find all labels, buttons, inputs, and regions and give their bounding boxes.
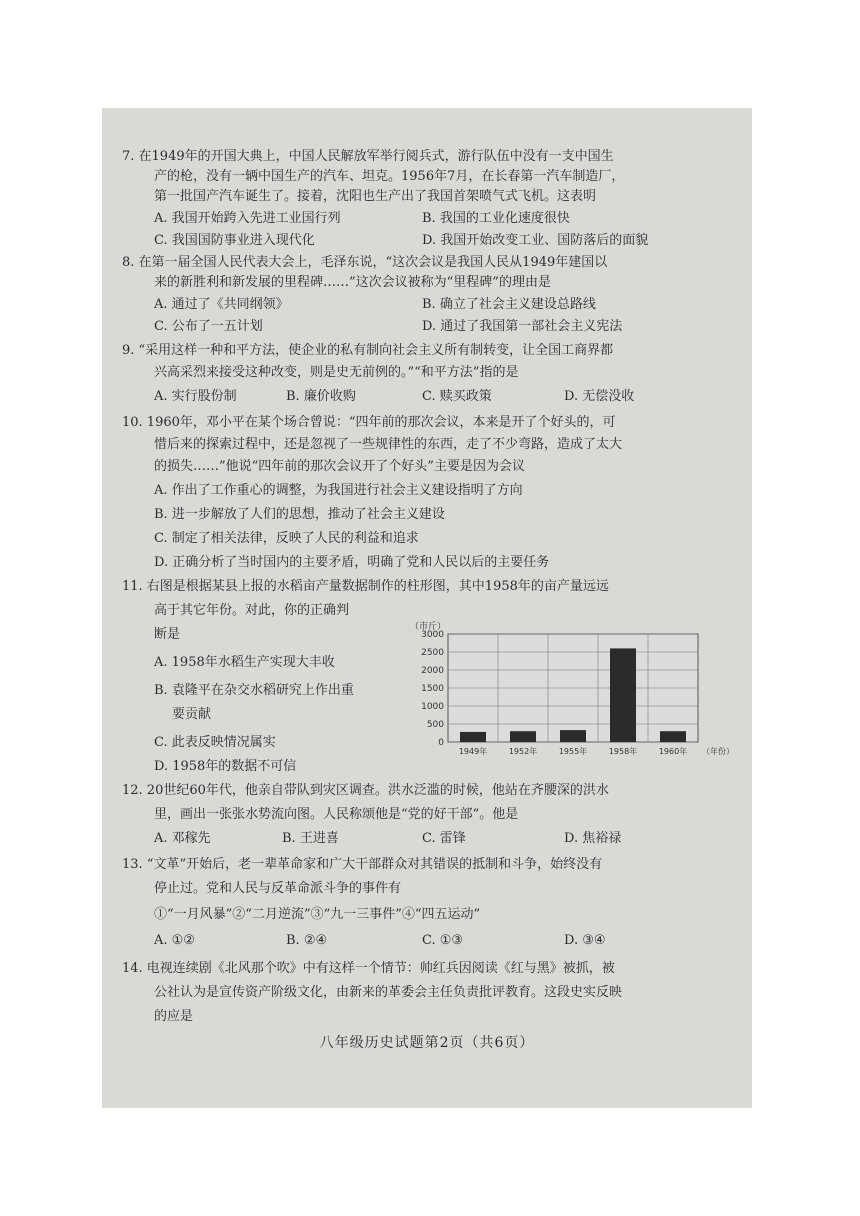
q8-stem-line-2: 来的新胜利和新发展的里程碑……”这次会议被称为“里程碑”的理由是: [154, 275, 551, 290]
q14-stem-line-3: 的应是: [154, 1009, 194, 1024]
q10-stem-line-3: 的损失……”他说“四年前的那次会议开了个好头”主要是因为会议: [154, 459, 525, 474]
q11-option-d: D. 1958年的数据不可信: [154, 759, 297, 774]
q11-stem-line-3: 断是: [154, 627, 181, 642]
q13-option-d: D. ③④: [564, 933, 606, 948]
page-footer: 八年级历史试题第2页（共6页）: [319, 1035, 535, 1051]
y-tick-label-1500: 1500: [421, 684, 444, 694]
y-tick-label-2500: 2500: [421, 648, 444, 658]
q8-option-d: D. 通过了我国第一部社会主义宪法: [422, 319, 623, 334]
q8-option-c: C. 公布了一五计划: [154, 319, 263, 334]
q13-stem-line-2: 停止过。党和人民与反革命派斗争的事件有: [154, 881, 402, 896]
x-tick-label-1955年: 1955年: [558, 747, 588, 756]
x-tick-label-1960年: 1960年: [658, 747, 688, 756]
y-tick-label-1000: 1000: [421, 702, 444, 712]
q7-option-c: C. 我国国防事业进入现代化: [154, 233, 315, 248]
q13-option-a: A. ①②: [154, 933, 195, 948]
bar-1958年: [610, 648, 636, 742]
q13-option-b: B. ②④: [286, 933, 328, 948]
q8-option-b: B. 确立了社会主义建设总路线: [422, 297, 596, 312]
q13-stem-line-3: ①“一月风暴”②“二月逆流”③“九一三事件”④“四五运动”: [154, 907, 481, 922]
q12-option-a: A. 邓稼先: [154, 831, 211, 846]
q7-stem-line-2: 产的枪，没有一辆中国生产的汽车、坦克。1956年7月，在长春第一汽车制造厂，: [154, 169, 625, 184]
q13-stem-line-1: 13. “文革”开始后，老一辈革命家和广大干部群众对其错误的抵制和斗争，始终没有: [122, 857, 603, 872]
y-tick-label-0: 0: [438, 738, 444, 748]
q13-option-c: C. ①③: [422, 933, 464, 948]
q12-option-b: B. 王进喜: [282, 831, 339, 846]
q9-option-a: A. 实行股份制: [154, 389, 237, 404]
y-axis-label: （市斤）: [410, 622, 447, 632]
y-tick-label-3000: 3000: [421, 630, 444, 640]
bar-1960年: [660, 731, 686, 742]
y-tick-label-500: 500: [426, 720, 444, 730]
q11-option-a: A. 1958年水稻生产实现大丰收: [154, 655, 335, 670]
q11-option-c: C. 此表反映情况属实: [154, 735, 276, 750]
q14-stem-line-1: 14. 电视连续剧《北风那个吹》中有这样一个情节：帅红兵因阅读《红与黑》被抓，被: [122, 961, 615, 976]
exam-page: [102, 108, 752, 1108]
q7-option-a: A. 我国开始跨入先进工业国行列: [154, 211, 341, 226]
x-tick-label-1958年: 1958年: [608, 747, 638, 756]
q12-stem-line-1: 12. 20世纪60年代，他亲自带队到灾区调查。洪水泛滥的时候，他站在齐腰深的洪水: [122, 783, 609, 798]
q7-option-d: D. 我国开始改变工业、国防落后的面貌: [422, 233, 649, 248]
q9-stem-line-2: 兴高采烈来接受这种改变，则是史无前例的。”“和平方法”指的是: [154, 365, 519, 380]
x-tick-label-1949年: 1949年: [458, 747, 488, 756]
q7-option-b: B. 我国的工业化速度很快: [422, 211, 570, 226]
q12-stem-line-2: 里，画出一张张水势流向图。人民称颂他是“党的好干部”。他是: [154, 807, 519, 822]
chart-svg: [408, 620, 748, 770]
q9-stem-line-1: 9. “采用这样一种和平方法，使企业的私有制向社会主义所有制转变，让全国工商界都: [122, 343, 614, 358]
q8-stem-line-1: 8. 在第一届全国人民代表大会上，毛泽东说，“这次会议是我国人民从1949年建国以: [122, 255, 608, 270]
x-tick-label-1952年: 1952年: [508, 747, 538, 756]
q8-option-a: A. 通过了《共同纲领》: [154, 297, 289, 312]
x-axis-label: （年份）: [702, 747, 734, 756]
q11-option-b-cont: 要贡献: [172, 707, 212, 722]
q10-option-a: A. 作出了工作重心的调整，为我国进行社会主义建设指明了方向: [154, 483, 523, 498]
q12-option-c: C. 雷锋: [422, 831, 466, 846]
q10-stem-line-2: 惜后来的探索过程中，还是忽视了一些规律性的东西，走了不少弯路，造成了太大: [154, 437, 623, 452]
q9-option-d: D. 无偿没收: [564, 389, 635, 404]
rice-yield-chart: [408, 620, 748, 770]
q12-option-d: D. 焦裕禄: [564, 831, 622, 846]
bar-1949年: [460, 732, 486, 742]
q11-option-b: B. 袁隆平在杂交水稻研究上作出重: [154, 683, 354, 698]
q9-option-c: C. 赎买政策: [422, 389, 492, 404]
q14-stem-line-2: 公社认为是宣传资产阶级文化，由新来的革委会主任负责批评教育。这段史实反映: [154, 985, 623, 1000]
y-tick-label-2000: 2000: [421, 666, 444, 676]
q9-option-b: B. 廉价收购: [286, 389, 356, 404]
q10-option-d: D. 正确分析了当时国内的主要矛盾，明确了党和人民以后的主要任务: [154, 555, 550, 570]
bar-1955年: [560, 730, 586, 742]
q11-stem-line-1: 11. 右图是根据某县上报的水稻亩产量数据制作的柱形图，其中1958年的亩产量远远: [122, 579, 609, 594]
q10-option-b: B. 进一步解放了人们的思想，推动了社会主义建设: [154, 507, 445, 522]
q7-stem-line-1: 7. 在1949年的开国大典上，中国人民解放军举行阅兵式，游行队伍中没有一支中国生: [122, 149, 614, 164]
q10-stem-line-1: 10. 1960年，邓小平在某个场合曾说：“四年前的那次会议，本来是开了个好头的，可: [122, 415, 616, 430]
q7-stem-line-3: 第一批国产汽车诞生了。接着，沈阳也生产出了我国首架喷气式飞机。这表明: [154, 189, 597, 204]
q11-stem-line-2: 高于其它年份。对此，你的正确判: [154, 603, 350, 618]
bar-1952年: [510, 731, 536, 742]
q10-option-c: C. 制定了相关法律，反映了人民的利益和追求: [154, 531, 419, 546]
